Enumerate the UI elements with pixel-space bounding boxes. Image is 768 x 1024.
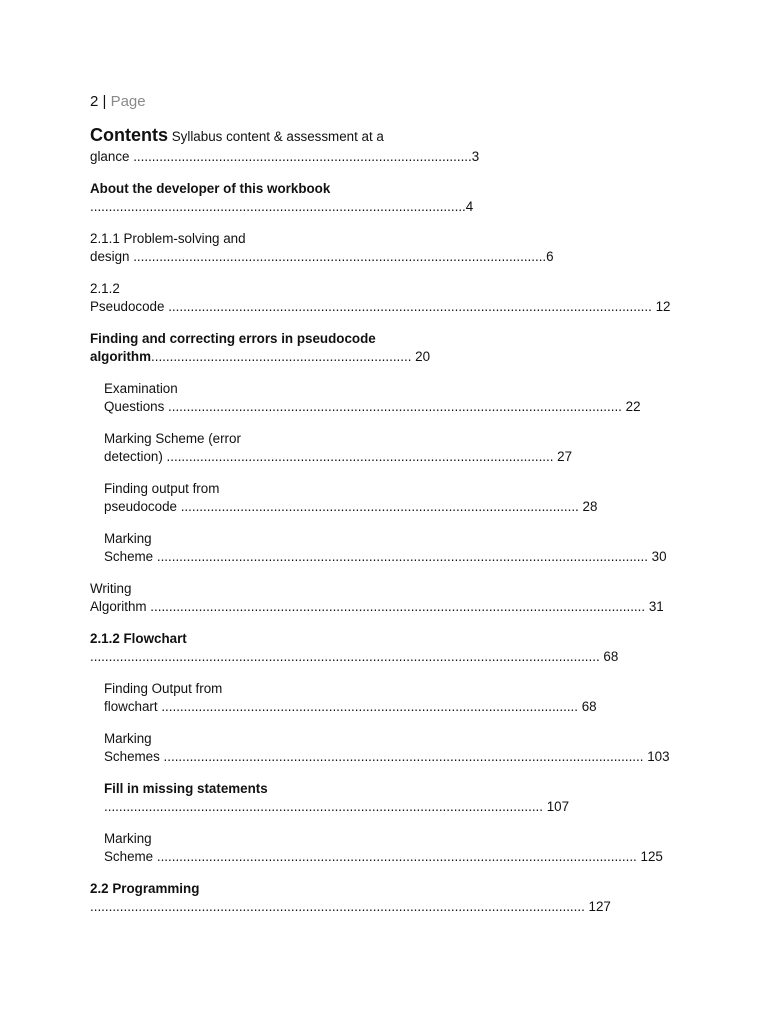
toc-entry-finding-errors[interactable] bbox=[90, 330, 710, 367]
toc-entry-line2 bbox=[90, 898, 710, 917]
toc-entry-line2 bbox=[104, 548, 710, 567]
page-header bbox=[90, 93, 146, 110]
toc-leader-dots: ........................................................................................... bbox=[133, 149, 472, 164]
toc-page-number: 12 bbox=[655, 299, 671, 314]
toc-page-number: 107 bbox=[546, 799, 570, 814]
toc-entry-title: 2.2 Programming bbox=[90, 880, 200, 896]
toc-entry-line2 bbox=[104, 398, 710, 417]
toc-entry-about-developer[interactable] bbox=[90, 180, 710, 217]
toc-entry-title-cont: Schemes bbox=[104, 749, 164, 764]
toc-entry-marking-scheme[interactable] bbox=[90, 530, 710, 567]
toc-entry-marking-scheme-2[interactable] bbox=[90, 830, 710, 867]
toc-leader-dots: ......................................................................................................................................... bbox=[90, 649, 604, 664]
toc-leader-dots: ..................................................................................................... bbox=[90, 199, 466, 214]
toc-entry-title: About the developer of this workbook bbox=[90, 180, 331, 196]
toc-page-number: 31 bbox=[648, 599, 664, 614]
toc-entry-title: Examination bbox=[104, 380, 178, 396]
page-label: Page bbox=[110, 93, 146, 110]
toc-entry-line2 bbox=[104, 748, 710, 767]
toc-entry-title: Marking Scheme (error bbox=[104, 430, 241, 446]
toc-entry-title: 2.1.2 bbox=[90, 280, 120, 296]
page-number: 2 bbox=[90, 93, 99, 110]
toc-entry-line2 bbox=[104, 698, 710, 717]
toc-leader-dots: ............................................................................................................... bbox=[133, 249, 547, 264]
toc-leader-dots: ................................................................................................................................. bbox=[163, 749, 648, 764]
toc-page-number: 127 bbox=[588, 899, 611, 914]
toc-entry-title: Finding Output from bbox=[104, 680, 223, 696]
toc-entry-title: Finding and correcting errors in pseudocode bbox=[90, 330, 376, 346]
toc-page-number: 27 bbox=[557, 449, 573, 464]
toc-page-number: 22 bbox=[625, 399, 641, 414]
toc-entry-output-pseudocode[interactable] bbox=[90, 480, 710, 517]
toc-entry-title-cont: algorithm bbox=[90, 349, 152, 364]
toc-entry-marking-schemes[interactable] bbox=[90, 730, 710, 767]
toc-page-number: 68 bbox=[603, 649, 619, 664]
contents-heading: Contents bbox=[90, 125, 168, 145]
toc-page-number: 6 bbox=[546, 249, 554, 264]
toc-page-number: 125 bbox=[640, 849, 663, 864]
toc-entry-title: Marking bbox=[104, 730, 152, 746]
toc-entry-title-cont: flowchart bbox=[104, 699, 162, 714]
toc-page-number: 4 bbox=[465, 199, 474, 214]
toc-entry-line2 bbox=[90, 198, 710, 217]
toc-entry-title-cont: Scheme bbox=[104, 549, 157, 564]
toc-leader-dots: ........................................................................................................ bbox=[166, 449, 558, 464]
toc-entry-line2 bbox=[104, 848, 710, 867]
toc-entry-examination-questions[interactable] bbox=[90, 380, 710, 417]
toc-entry-title: Syllabus content & assessment at a bbox=[171, 129, 384, 144]
toc-entry-title-cont: detection) bbox=[104, 449, 167, 464]
toc-entry-line2 bbox=[104, 448, 710, 467]
toc-page-number: 30 bbox=[651, 549, 667, 564]
toc-entry-problem-solving[interactable] bbox=[90, 230, 710, 267]
toc-page-number: 20 bbox=[415, 349, 431, 364]
toc-entry-line2 bbox=[90, 298, 710, 317]
toc-leader-dots: ................................................................................................................................. bbox=[156, 849, 641, 864]
toc-leader-dots: ...................................................................................................................... bbox=[104, 799, 547, 814]
toc-entry-pseudocode[interactable] bbox=[90, 280, 710, 317]
toc-entry-line2 bbox=[90, 348, 710, 367]
toc-entry-title: 2.1.2 Flowchart bbox=[90, 630, 187, 646]
toc-leader-dots: ........................................................................................................... bbox=[180, 499, 583, 514]
toc-page-number: 3 bbox=[471, 149, 480, 164]
toc-leader-dots: ................................................................................................................ bbox=[161, 699, 582, 714]
toc-leader-dots: .......................................................................................................................... bbox=[168, 399, 626, 414]
toc-entry-line2 bbox=[104, 798, 710, 817]
header-separator: | bbox=[98, 93, 111, 110]
toc-entry-title-cont: glance bbox=[90, 149, 134, 164]
toc-entry-title-cont: pseudocode bbox=[104, 499, 181, 514]
toc-entry-marking-scheme-error[interactable] bbox=[90, 430, 710, 467]
toc-page-number: 28 bbox=[582, 499, 598, 514]
toc-entry-output-flowchart[interactable] bbox=[90, 680, 710, 717]
toc-entry-title: Writing bbox=[90, 580, 132, 596]
toc-leader-dots: ...................................................................... bbox=[151, 349, 416, 364]
toc-entry-title-cont: design bbox=[90, 249, 134, 264]
toc-entry-line2 bbox=[90, 648, 710, 667]
toc-entry-line2 bbox=[90, 598, 710, 617]
toc-page-number: 103 bbox=[647, 749, 670, 764]
table-of-contents bbox=[90, 124, 710, 930]
toc-entry-title: 2.1.1 Problem-solving and bbox=[90, 230, 246, 246]
toc-entry-line1 bbox=[90, 124, 710, 148]
toc-entry-flowchart[interactable] bbox=[90, 630, 710, 667]
toc-leader-dots: .................................................................................................................................. bbox=[168, 299, 656, 314]
toc-entry-title: Marking bbox=[104, 830, 152, 846]
toc-leader-dots: .................................................................................................................................... bbox=[156, 549, 652, 564]
toc-entry-line2 bbox=[90, 148, 710, 167]
toc-entry-title-cont: Questions bbox=[104, 399, 169, 414]
toc-entry-line2 bbox=[104, 498, 710, 517]
toc-entry-title-cont: Algorithm bbox=[90, 599, 151, 614]
toc-leader-dots: ..................................................................................................................................... bbox=[150, 599, 649, 614]
toc-entry-title: Finding output from bbox=[104, 480, 220, 496]
toc-entry-title: Marking bbox=[104, 530, 152, 546]
toc-entry-title-cont: Pseudocode bbox=[90, 299, 169, 314]
toc-entry-title: Fill in missing statements bbox=[104, 780, 268, 796]
toc-entry-writing-algorithm[interactable] bbox=[90, 580, 710, 617]
toc-entry-syllabus[interactable] bbox=[90, 124, 710, 167]
toc-entry-programming[interactable] bbox=[90, 880, 710, 917]
toc-leader-dots: ..................................................................................................................................... bbox=[90, 899, 589, 914]
toc-entry-line2 bbox=[90, 248, 710, 267]
toc-entry-fill-missing[interactable] bbox=[90, 780, 710, 817]
toc-page-number: 68 bbox=[581, 699, 597, 714]
toc-entry-title-cont: Scheme bbox=[104, 849, 157, 864]
